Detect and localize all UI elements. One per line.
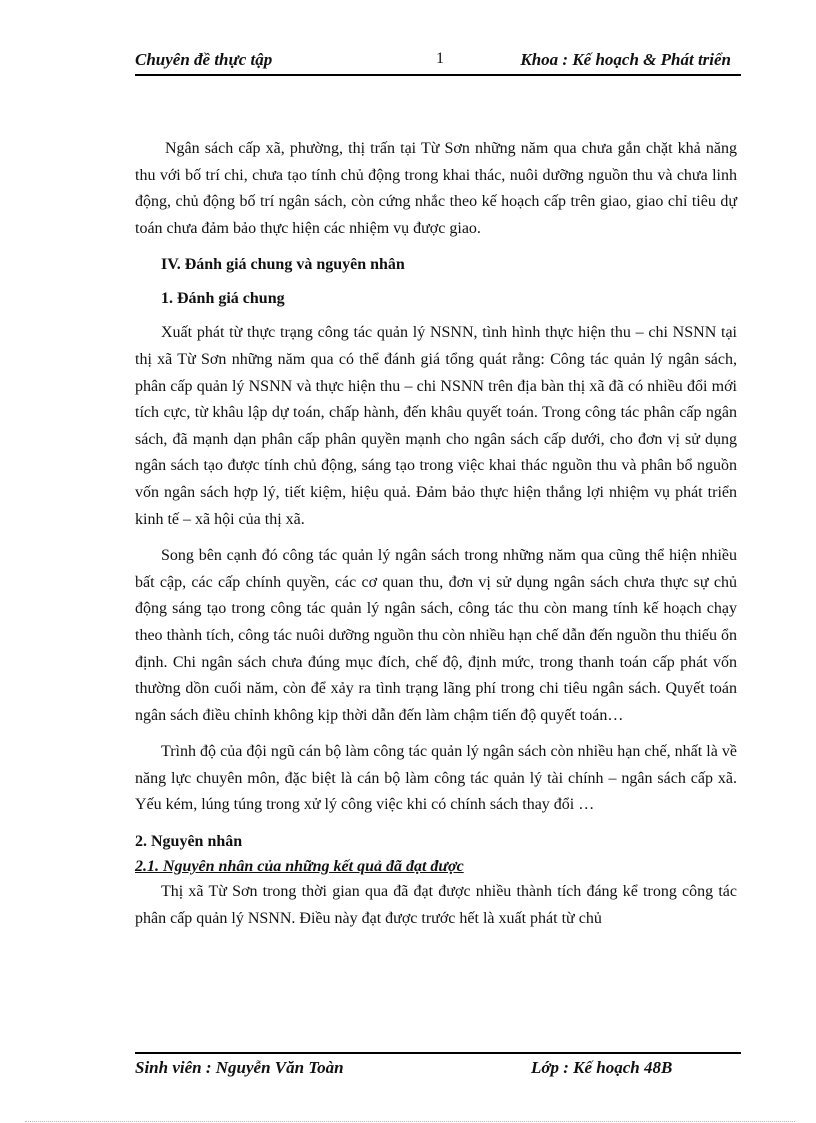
page-header: [135, 50, 741, 76]
subsection-heading-2: 2. Nguyên nhân: [135, 833, 243, 851]
header-document-title: Chuyên đề thực tập: [135, 50, 273, 69]
footer-student-name: Sinh viên : Nguyễn Văn Toàn: [135, 1058, 344, 1077]
header-faculty: Khoa : Kế hoạch & Phát triển: [520, 50, 731, 69]
document-body: [135, 136, 737, 932]
subsection-heading-2-1: 2.1. Nguyên nhân của những kết quả đã đạt được: [135, 858, 464, 876]
paragraph-shortcomings: Song bên cạnh đó công tác quản lý ngân sách trong những năm qua cũng thể hiện nhiều bất cập, các cấp chính quyền, các cơ quan thu, đơn vị sử dụng ngân sách chưa thực sự chủ động sáng tạo trong công tác quản lý ngân sách, công tác thu còn mang tính kế hoạch chạy theo thành tích, công tác nuôi dưỡng nguồn thu còn nhiều hạn chế dẫn đến nguồn thu thiếu ổn định. Chi ngân sách chưa đúng mục đích, chế độ, định mức, trong thanh toán cấp phát vốn thường dồn cuối năm, còn để xảy ra tình trạng lãng phí trong chi tiêu ngân sách. Quyết toán ngân sách điều chỉnh không kịp thời dẫn đến làm chậm tiến độ quyết toán…: [135, 547, 737, 724]
page-number: 1: [436, 50, 444, 67]
page-footer: [135, 1052, 741, 1080]
paragraph-budget-commune: Ngân sách cấp xã, phường, thị trấn tại Từ Sơn những năm qua chưa gắn chặt khả năng thu với bố trí chi, chưa tạo tính chủ động trong khai thác, nuôi dưỡng nguồn thu và chưa linh động, chủ động bố trí ngân sách, còn cứng nhắc theo kế hoạch cấp trên giao, giao chỉ tiêu dự toán chưa đảm bảo thực hiện các nhiệm vụ được giao.: [135, 140, 737, 237]
paragraph-general-assessment: Xuất phát từ thực trạng công tác quản lý NSNN, tình hình thực hiện thu – chi NSNN tại thị xã Từ Sơn những năm qua có thể đánh giá tổng quát rằng: Công tác quản lý ngân sách, phân cấp quản lý NSNN và thực hiện thu – chi NSNN trên địa bàn thị xã đã có nhiều đổi mới tích cực, từ khâu lập dự toán, chấp hành, đến khâu quyết toán. Trong công tác phân cấp ngân sách, đã mạnh dạn phân cấp phân quyền mạnh cho ngân sách cấp dưới, cho đơn vị sử dụng ngân sách tạo được tính chủ động, sáng tạo trong việc khai thác nguồn thu và phân bổ nguồn vốn ngân sách hợp lý, tiết kiệm, hiệu quả. Đảm bảo thực hiện thắng lợi nhiệm vụ phát triển kinh tế – xã hội của thị xã.: [135, 324, 737, 528]
subsection-heading-1: 1. Đánh giá chung: [161, 290, 285, 308]
paragraph-staff-capacity: Trình độ của đội ngũ cán bộ làm công tác quản lý ngân sách còn nhiều hạn chế, nhất là về năng lực chuyên môn, đặc biệt là cán bộ làm công tác quản lý tài chính – ngân sách cấp xã. Yếu kém, lúng túng trong xử lý công việc khi có chính sách thay đổi …: [135, 743, 737, 814]
paragraph-achievements: Thị xã Từ Sơn trong thời gian qua đã đạt được nhiều thành tích đáng kể trong công tác phân cấp quản lý NSNN. Điều này đạt được trước hết là xuất phát từ chủ: [135, 883, 737, 927]
page-bottom-border: [25, 1121, 795, 1122]
section-heading-iv: IV. Đánh giá chung và nguyên nhân: [161, 256, 405, 274]
footer-class: Lớp : Kế hoạch 48B: [531, 1058, 673, 1077]
